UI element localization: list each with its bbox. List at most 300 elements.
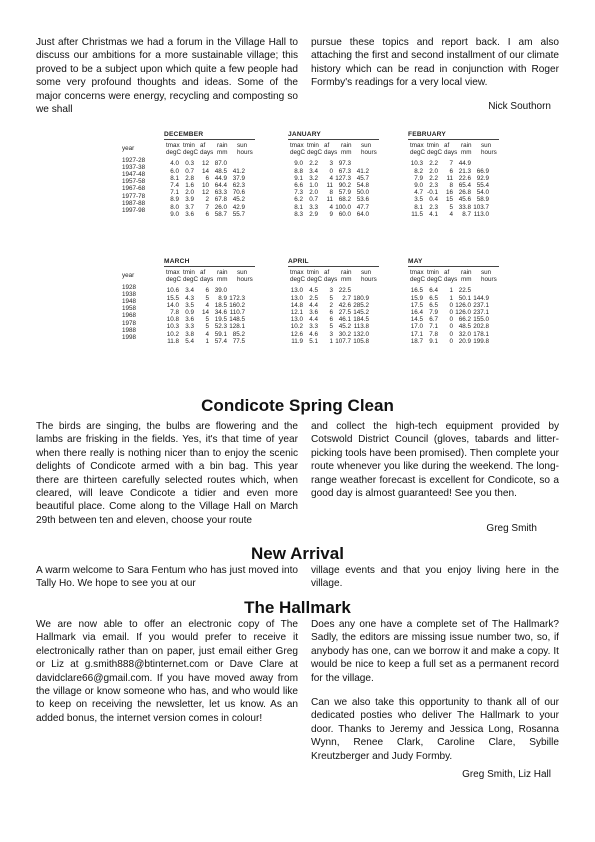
climate-value: 16.4 (410, 308, 423, 316)
climate-unit-header: days (324, 276, 338, 284)
climate-value: 11 (446, 174, 453, 182)
climate-header-row (164, 269, 255, 276)
climate-value: 53.6 (356, 196, 369, 204)
climate-value: 67.3 (338, 167, 351, 175)
climate-value: 12.6 (290, 330, 303, 338)
climate-value: 4 (449, 210, 453, 218)
climate-value: 44.9 (458, 160, 471, 168)
climate-value: 2.3 (429, 203, 438, 211)
climate-value: 6 (205, 287, 209, 295)
climate-value: 9.0 (414, 181, 423, 189)
climate-value: 41.2 (356, 167, 369, 175)
climate-value: 172.3 (229, 294, 245, 302)
climate-value: 0 (449, 330, 453, 338)
climate-data-row (408, 316, 499, 323)
climate-month-rule (408, 139, 499, 140)
climate-value: 5 (449, 203, 453, 211)
climate-value: 45.7 (356, 174, 369, 182)
climate-value: 5 (329, 294, 333, 302)
climate-value: 6.2 (294, 196, 303, 204)
climate-value: 2.7 (342, 294, 351, 302)
hallmark-right-paragraph-1: Does any one have a complete set of The Hallmark? Sadly, the editors are missing issue number two, so, if anybody has one, can we borrow it and make a copy. It would be nice to keep a full set as a permanent record for the village. (311, 619, 559, 684)
climate-value: 127.3 (335, 174, 351, 182)
climate-data-row (288, 302, 379, 309)
climate-data-row (408, 160, 499, 167)
climate-unit-row (164, 149, 255, 156)
climate-value: 21.3 (458, 167, 471, 175)
hallmark-heading: The Hallmark (244, 598, 351, 617)
climate-value: 148.5 (229, 316, 245, 324)
climate-year-label: 1938 (122, 290, 137, 298)
climate-unit-header: degC (290, 276, 306, 284)
climate-value: 6.7 (429, 316, 438, 324)
climate-header-row (164, 142, 255, 149)
climate-value: 14 (201, 308, 209, 316)
climate-header-row (288, 269, 379, 276)
climate-year-label: 1997-98 (122, 206, 146, 214)
climate-value: 63.3 (214, 189, 227, 197)
climate-value: 126.0 (455, 301, 471, 309)
climate-column-header: tmin (427, 269, 439, 276)
climate-value: 0 (329, 167, 333, 175)
climate-value: 9.0 (170, 210, 179, 218)
climate-data-row (288, 160, 379, 167)
climate-value: 26.0 (214, 203, 227, 211)
climate-value: 126.0 (455, 308, 471, 316)
climate-year-label: 1957-58 (122, 178, 146, 186)
climate-value: -0.1 (427, 189, 438, 197)
climate-value: 1 (449, 294, 453, 302)
climate-value: 39.0 (214, 287, 227, 295)
climate-data-row (288, 175, 379, 182)
climate-value: 103.7 (473, 203, 489, 211)
climate-value: 1 (329, 337, 333, 345)
climate-data-row (408, 295, 499, 302)
climate-month-block-april (288, 258, 379, 345)
climate-value: 1 (449, 287, 453, 295)
climate-value: 14.8 (290, 301, 303, 309)
climate-value: 237.1 (473, 308, 489, 316)
climate-value: 37.9 (232, 174, 245, 182)
climate-column-header: rain (461, 269, 472, 276)
climate-value: 46.1 (338, 316, 351, 324)
climate-year-label: 1967-68 (122, 185, 146, 193)
climate-spacer (122, 131, 162, 138)
climate-data-row (408, 302, 499, 309)
climate-value: 2 (329, 301, 333, 309)
climate-value: 9.1 (294, 174, 303, 182)
climate-value: 145.2 (353, 308, 369, 316)
climate-spacer (122, 138, 162, 145)
intro-right-paragraph: pursue these topics and report back. I am also attaching the first and second installment of our climate history which can be read in conjunction with Roger Formby's readings for a very local view. (311, 37, 559, 89)
climate-unit-row (288, 276, 379, 283)
climate-data-row (288, 168, 379, 175)
climate-column-header: af (200, 269, 206, 276)
climate-value: 77.5 (232, 337, 245, 345)
climate-unit-header: hours (237, 276, 253, 284)
climate-value: 47.7 (356, 203, 369, 211)
climate-value: 6.5 (429, 301, 438, 309)
climate-unit-row (288, 149, 379, 156)
climate-data-row (288, 196, 379, 203)
climate-value: 7 (205, 203, 209, 211)
climate-year-label: 1927-28 (122, 156, 146, 164)
climate-value: 3 (329, 330, 333, 338)
climate-value (471, 160, 489, 167)
climate-value: 45.6 (458, 196, 471, 204)
climate-value: 2.3 (429, 181, 438, 189)
climate-column-header: af (324, 269, 330, 276)
climate-value: 0.9 (185, 308, 194, 316)
climate-month-rule (164, 266, 255, 267)
climate-value: 66.9 (476, 167, 489, 175)
climate-value: 85.2 (232, 330, 245, 338)
climate-unit-header: days (200, 149, 214, 157)
climate-value: 97.3 (338, 160, 351, 168)
climate-month-rule (288, 266, 379, 267)
climate-unit-header: hours (361, 276, 377, 284)
climate-value: 15.5 (166, 294, 179, 302)
climate-year-label: 1947-48 (122, 170, 146, 178)
climate-value: 8.7 (462, 210, 471, 218)
climate-value: 7.1 (170, 189, 179, 197)
climate-value: 107.7 (335, 337, 351, 345)
climate-data-row (164, 182, 255, 189)
climate-value: 3.8 (185, 330, 194, 338)
climate-unit-header: mm (461, 276, 472, 284)
climate-month-block-march (164, 258, 255, 345)
climate-value: 4 (329, 203, 333, 211)
climate-value: 3.3 (309, 203, 318, 211)
climate-value: 128.1 (229, 323, 245, 331)
climate-year-label: 1958 (122, 305, 137, 313)
climate-value: 0 (449, 301, 453, 309)
climate-data-row (164, 295, 255, 302)
climate-column-header: tmax (290, 142, 304, 149)
climate-value: 11.9 (291, 337, 303, 345)
climate-value: 15.9 (410, 294, 423, 302)
climate-month-name: APRIL (288, 258, 309, 265)
climate-value: 70.6 (232, 189, 245, 197)
climate-value: 10 (201, 181, 209, 189)
climate-unit-header: days (200, 276, 214, 284)
climate-value: 6.6 (294, 181, 303, 189)
climate-value: 17.0 (410, 323, 423, 331)
hallmark-right-paragraph-2: Can we also take this opportunity to thank all of our dedicated posties who deliver The Hallmark to your door. Thanks to Jeremy and Jessica Long, Rosanna Wynn, Renee Clark, Caroline Clare, Sybille Kreutzberger and Judy Formby. (311, 697, 559, 762)
climate-unit-header: degC (410, 149, 426, 157)
climate-value: 7.8 (429, 330, 438, 338)
climate-value: 57.9 (338, 189, 351, 197)
climate-column-header: af (200, 142, 206, 149)
climate-value: 155.0 (473, 316, 489, 324)
climate-value: 10.3 (410, 160, 423, 168)
climate-unit-row (408, 276, 499, 283)
climate-data-row (164, 302, 255, 309)
climate-value: 34.6 (214, 308, 227, 316)
climate-value: 45.2 (232, 196, 245, 204)
climate-value: 7.4 (170, 181, 179, 189)
climate-year-label: 1978 (122, 319, 137, 327)
climate-value: 41.2 (232, 167, 245, 175)
climate-month-block-february (408, 131, 499, 218)
climate-unit-header: degC (427, 276, 443, 284)
climate-value: 54.0 (476, 189, 489, 197)
climate-unit-header: degC (307, 149, 323, 157)
climate-value: 54.8 (356, 181, 369, 189)
climate-month-block-december (164, 131, 255, 218)
climate-column-header: sun (237, 142, 248, 149)
climate-value: 2.5 (309, 294, 318, 302)
climate-value: 22.5 (338, 287, 351, 295)
climate-column-header: tmin (307, 142, 319, 149)
climate-value: 18.7 (410, 337, 423, 345)
climate-column-header: rain (341, 269, 352, 276)
climate-unit-header: degC (166, 149, 182, 157)
climate-value: 184.5 (353, 316, 369, 324)
climate-data-row (164, 211, 255, 218)
climate-data-row (164, 338, 255, 345)
hallmark-signature: Greg Smith, Liz Hall (462, 769, 551, 780)
climate-data-row (408, 196, 499, 203)
climate-value: 113.0 (473, 210, 489, 218)
climate-value: 14.0 (166, 301, 179, 309)
climate-data-row (408, 189, 499, 196)
climate-value: 4.0 (170, 160, 179, 168)
climate-value: 8 (329, 189, 333, 197)
climate-value: 17.5 (410, 301, 423, 309)
climate-column-header: tmin (183, 269, 195, 276)
spring-clean-signature: Greg Smith (486, 523, 537, 534)
climate-unit-row (408, 149, 499, 156)
climate-value: 4 (205, 330, 209, 338)
new-arrival-heading: New Arrival (251, 544, 344, 563)
climate-value: 19.5 (214, 316, 227, 324)
climate-value: 4.3 (185, 294, 194, 302)
climate-unit-header: days (444, 149, 458, 157)
climate-value: 4.6 (309, 330, 318, 338)
climate-month-name: DECEMBER (164, 131, 204, 138)
climate-unit-row (164, 276, 255, 283)
climate-value (351, 287, 369, 294)
spring-clean-left-paragraph: The birds are singing, the bulbs are flowering and the lambs are frisking in the fields. Yes, it's that time of year when there really is nothing nicer than to enjoy the scenic delights of Condicote armed with a bin bag. This year there are thirteen carefully selected routes which, when cleared, will leave Condicote a tidier and even more beautiful place. Come along to the Village Hall on March 29th between ten and eleven, choose your route (36, 421, 298, 526)
climate-value: 3.2 (309, 174, 318, 182)
climate-data-row (164, 323, 255, 330)
climate-spacer (122, 265, 162, 272)
climate-value: 2.0 (429, 167, 438, 175)
climate-value: 20.9 (458, 337, 471, 345)
climate-value: 1.0 (309, 181, 318, 189)
climate-column-header: af (444, 269, 450, 276)
climate-unit-header: degC (166, 276, 182, 284)
climate-month-rule (164, 139, 255, 140)
climate-value: 10.2 (290, 323, 303, 331)
climate-column-header: af (324, 142, 330, 149)
climate-unit-header: degC (290, 149, 306, 157)
climate-value: 6 (205, 174, 209, 182)
climate-value: 105.8 (353, 337, 369, 345)
climate-value: 3.3 (309, 323, 318, 331)
new-arrival-right-paragraph: village events and that you enjoy living here in the village. (311, 565, 559, 590)
climate-value: 9 (329, 210, 333, 218)
climate-value: 64.0 (356, 210, 369, 218)
climate-data-row (408, 175, 499, 182)
climate-data-row (164, 309, 255, 316)
climate-value: 0.7 (309, 196, 318, 204)
climate-value: 7.8 (170, 308, 179, 316)
climate-value: 16 (445, 189, 453, 197)
climate-value: 8.1 (414, 203, 423, 211)
climate-value: 237.1 (473, 301, 489, 309)
climate-value: 6.5 (429, 294, 438, 302)
climate-data-row (288, 204, 379, 211)
climate-table-winter (122, 131, 542, 241)
climate-value: 42.6 (338, 301, 351, 309)
climate-value: 3.6 (309, 308, 318, 316)
climate-value: 0 (449, 316, 453, 324)
climate-unit-header: hours (237, 149, 253, 157)
climate-value: 7.9 (414, 174, 423, 182)
climate-unit-header: mm (341, 276, 352, 284)
spring-clean-right-paragraph: and collect the high-tech equipment provided by Cotswold District Council (gloves, tabards and litter-picking tools have been promised). Then complete your route whenever you like during the weekend. The long-range weather forecast is excellent for Condicote, so a good day is almost guaranteed! See you then. (311, 421, 559, 500)
climate-value: 11 (326, 196, 333, 204)
climate-data-row (408, 309, 499, 316)
climate-year-label: 1937-38 (122, 163, 146, 171)
climate-value: 285.2 (353, 301, 369, 309)
climate-value: 10.3 (166, 323, 179, 331)
climate-data-row (288, 323, 379, 330)
climate-value: 0.7 (185, 167, 194, 175)
climate-data-row (288, 295, 379, 302)
climate-value: 50.1 (458, 294, 471, 302)
climate-value: 3.3 (185, 323, 194, 331)
climate-value: 8.1 (294, 203, 303, 211)
climate-column-header: tmax (410, 142, 424, 149)
climate-value: 55.4 (476, 181, 489, 189)
climate-column-header: sun (481, 142, 492, 149)
climate-value: 0 (449, 323, 453, 331)
climate-value: 5.1 (309, 337, 318, 345)
climate-unit-header: mm (217, 276, 228, 284)
climate-value: 6 (449, 167, 453, 175)
climate-value: 11.8 (167, 337, 179, 345)
climate-value: 9.1 (429, 337, 438, 345)
climate-value: 10.2 (166, 330, 179, 338)
climate-value: 7.9 (429, 308, 438, 316)
climate-header-row (288, 142, 379, 149)
climate-value: 7 (449, 160, 453, 168)
climate-data-row (164, 175, 255, 182)
climate-value: 57.4 (214, 337, 227, 345)
climate-value: 33.8 (458, 203, 471, 211)
climate-value: 5.4 (185, 337, 194, 345)
climate-unit-header: degC (427, 149, 443, 157)
climate-value: 32.0 (458, 330, 471, 338)
climate-month-block-january (288, 131, 379, 218)
climate-value: 3.6 (185, 316, 194, 324)
climate-year-label: 1977-78 (122, 192, 146, 200)
climate-column-header: af (444, 142, 450, 149)
climate-value: 6 (329, 308, 333, 316)
climate-unit-header: degC (307, 276, 323, 284)
climate-value (351, 160, 369, 167)
climate-value: 199.8 (473, 337, 489, 345)
climate-value: 8.0 (170, 203, 179, 211)
climate-value: 3.5 (185, 301, 194, 309)
climate-value: 44.9 (214, 174, 227, 182)
climate-data-row (288, 182, 379, 189)
climate-value: 12.1 (290, 308, 303, 316)
climate-value: 50.0 (356, 189, 369, 197)
climate-value: 5 (205, 323, 209, 331)
climate-column-header: rain (461, 142, 472, 149)
climate-header-row (408, 142, 499, 149)
climate-value: 113.8 (353, 323, 369, 331)
climate-value: 12 (201, 160, 209, 168)
climate-data-row (288, 309, 379, 316)
climate-value: 2.2 (429, 174, 438, 182)
climate-value: 4 (329, 174, 333, 182)
climate-value: 30.2 (338, 330, 351, 338)
climate-value: 100.0 (335, 203, 351, 211)
climate-column-header: sun (481, 269, 492, 276)
climate-value: 4 (205, 301, 209, 309)
climate-unit-header: days (444, 276, 458, 284)
climate-value: 3 (329, 160, 333, 168)
climate-value: 3.6 (185, 210, 194, 218)
climate-column-header: tmin (427, 142, 439, 149)
climate-value: 4.1 (429, 210, 438, 218)
climate-column-header: tmin (307, 269, 319, 276)
climate-value: 13.0 (290, 287, 303, 295)
climate-value: 26.8 (458, 189, 471, 197)
climate-value: 64.4 (214, 181, 227, 189)
climate-value: 2.2 (309, 160, 318, 168)
climate-value (471, 287, 489, 294)
climate-value: 180.9 (353, 294, 369, 302)
climate-value: 11 (326, 181, 333, 189)
climate-data-row (408, 323, 499, 330)
climate-value: 5 (205, 316, 209, 324)
climate-data-row (288, 189, 379, 196)
climate-year-header: year (122, 272, 135, 280)
climate-column-header: tmax (410, 269, 424, 276)
climate-value: 4.7 (414, 189, 423, 197)
climate-month-name: FEBRUARY (408, 131, 446, 138)
climate-spacer (122, 258, 162, 265)
climate-unit-header: mm (217, 149, 228, 157)
climate-value: 110.7 (229, 308, 245, 316)
climate-value: 9.0 (294, 160, 303, 168)
climate-value: 1.6 (185, 181, 194, 189)
climate-value: 0.3 (185, 160, 194, 168)
climate-value (227, 160, 245, 167)
climate-value: 1 (205, 337, 209, 345)
climate-year-header: year (122, 145, 135, 153)
climate-month-block-may (408, 258, 499, 345)
climate-value: 17.1 (410, 330, 423, 338)
climate-value: 12 (201, 189, 209, 197)
climate-data-row (164, 196, 255, 203)
climate-value: 11.5 (411, 210, 423, 218)
climate-month-name: MARCH (164, 258, 190, 265)
climate-value: 3.5 (414, 196, 423, 204)
climate-header-row (408, 269, 499, 276)
climate-value: 16.5 (410, 287, 423, 295)
climate-data-row (288, 331, 379, 338)
climate-value: 87.0 (214, 160, 227, 168)
climate-value: 45.2 (338, 323, 351, 331)
climate-data-row (408, 287, 499, 294)
